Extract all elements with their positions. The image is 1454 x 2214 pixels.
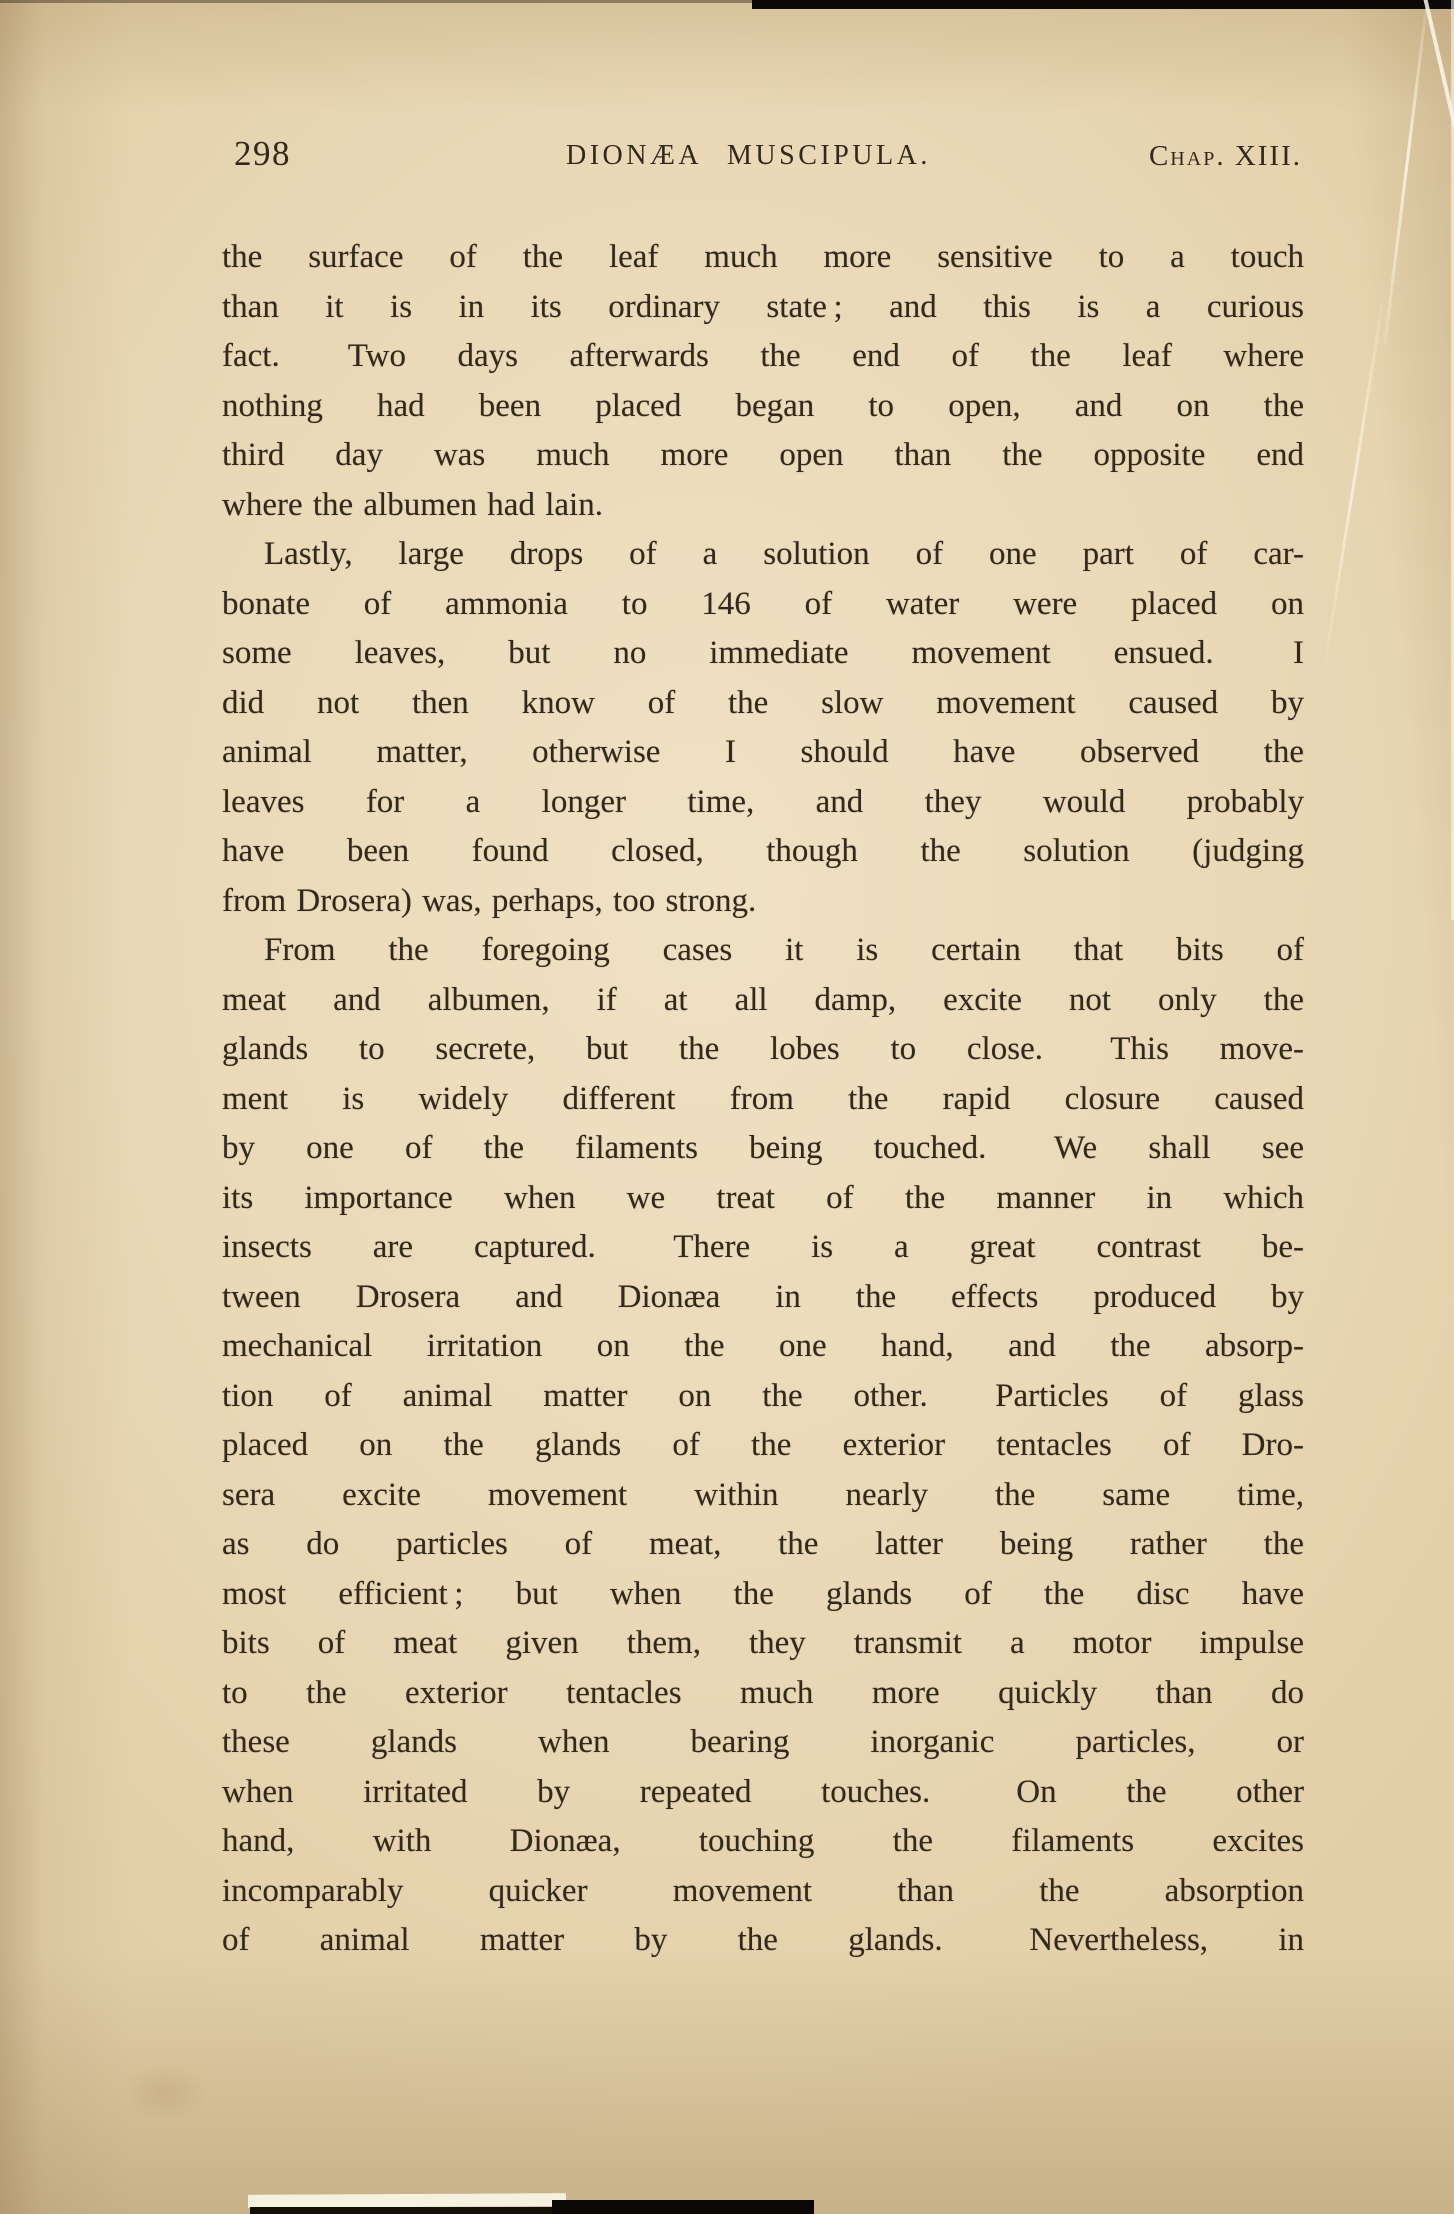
scan-edge-bottom-strip bbox=[552, 2200, 814, 2214]
text-line: sera excite movement within nearly the same time, bbox=[222, 1476, 1304, 1513]
text-line: than it is in its ordinary state ; and this is a curious bbox=[222, 288, 1304, 325]
text-line: tion of animal matter on the other. Particles of glass bbox=[222, 1377, 1304, 1414]
chapter-label: Chap. XIII. bbox=[1148, 140, 1302, 172]
text-line: when irritated by repeated touches. On the other bbox=[222, 1773, 1304, 1810]
text-line: insects are captured. There is a great contrast be- bbox=[222, 1229, 1304, 1265]
text-line: to the exterior tentacles much more quickly than do bbox=[222, 1674, 1304, 1711]
text-line: have been found closed, though the solution (judging bbox=[222, 833, 1304, 869]
text-line: bits of meat given them, they transmit a motor impulse bbox=[222, 1625, 1304, 1661]
text-line: of animal matter by the glands. Nevertheless, in bbox=[222, 1922, 1304, 1958]
text-line: did not then know of the slow movement caused by bbox=[222, 684, 1304, 721]
paper-crease-lower bbox=[1323, 302, 1384, 668]
text-line: Lastly, large drops of a solution of one part of car- bbox=[264, 536, 1304, 572]
text-line: by one of the filaments being touched. We shall see bbox=[222, 1130, 1304, 1166]
running-title: DIONÆA MUSCIPULA. bbox=[565, 140, 931, 171]
text-line: leaves for a longer time, and they would probably bbox=[222, 783, 1304, 820]
text-line: some leaves, but no immediate movement ensued. I bbox=[222, 635, 1304, 671]
scan-edge-bottom-white bbox=[248, 2193, 566, 2208]
text-line: bonate of ammonia to 146 of water were placed on bbox=[222, 585, 1304, 622]
text-line: third day was much more open than the opposite end bbox=[222, 437, 1304, 473]
text-line: incomparably quicker movement than the absorption bbox=[222, 1872, 1304, 1909]
text-line: tween Drosera and Dionæa in the effects produced by bbox=[222, 1278, 1304, 1315]
paper-crease-upper bbox=[1383, 7, 1427, 345]
text-line: from Drosera) was, perhaps, too strong. bbox=[222, 882, 757, 919]
text-line: its importance when we treat of the manner in which bbox=[222, 1179, 1304, 1216]
text-line: meat and albumen, if at all damp, excite not only the bbox=[222, 981, 1304, 1018]
text-line: glands to secrete, but the lobes to close. This move- bbox=[222, 1031, 1304, 1067]
page-body bbox=[222, 233, 1304, 1966]
text-line: nothing had been placed began to open, and on the bbox=[222, 387, 1304, 424]
text-line: fact. Two days afterwards the end of the leaf where bbox=[222, 338, 1304, 374]
text-line: as do particles of meat, the latter being rather the bbox=[222, 1526, 1304, 1562]
text-line: mechanical irritation on the one hand, and the absorp- bbox=[222, 1328, 1304, 1364]
text-line: From the foregoing cases it is certain that bits of bbox=[264, 932, 1304, 968]
page-number: 298 bbox=[234, 134, 291, 173]
text-line: the surface of the leaf much more sensitive to a touch bbox=[222, 239, 1304, 275]
text-line: animal matter, otherwise I should have observed the bbox=[222, 734, 1304, 770]
paper-stain bbox=[120, 2062, 210, 2122]
scan-edge-bottom-dark bbox=[250, 2207, 562, 2214]
text-line: hand, with Dionæa, touching the filaments excites bbox=[222, 1823, 1304, 1859]
text-line: these glands when bearing inorganic particles, or bbox=[222, 1724, 1304, 1760]
text-line: ment is widely different from the rapid closure caused bbox=[222, 1080, 1304, 1117]
scan-edge-top-hairline bbox=[0, 0, 760, 3]
page-header bbox=[222, 134, 1304, 182]
text-line: where the albumen had lain. bbox=[222, 486, 603, 523]
text-line: most efficient ; but when the glands of the disc have bbox=[222, 1575, 1304, 1612]
text-line: placed on the glands of the exterior tentacles of Dro- bbox=[222, 1427, 1304, 1463]
scan-edge-top-strip bbox=[752, 0, 1454, 9]
